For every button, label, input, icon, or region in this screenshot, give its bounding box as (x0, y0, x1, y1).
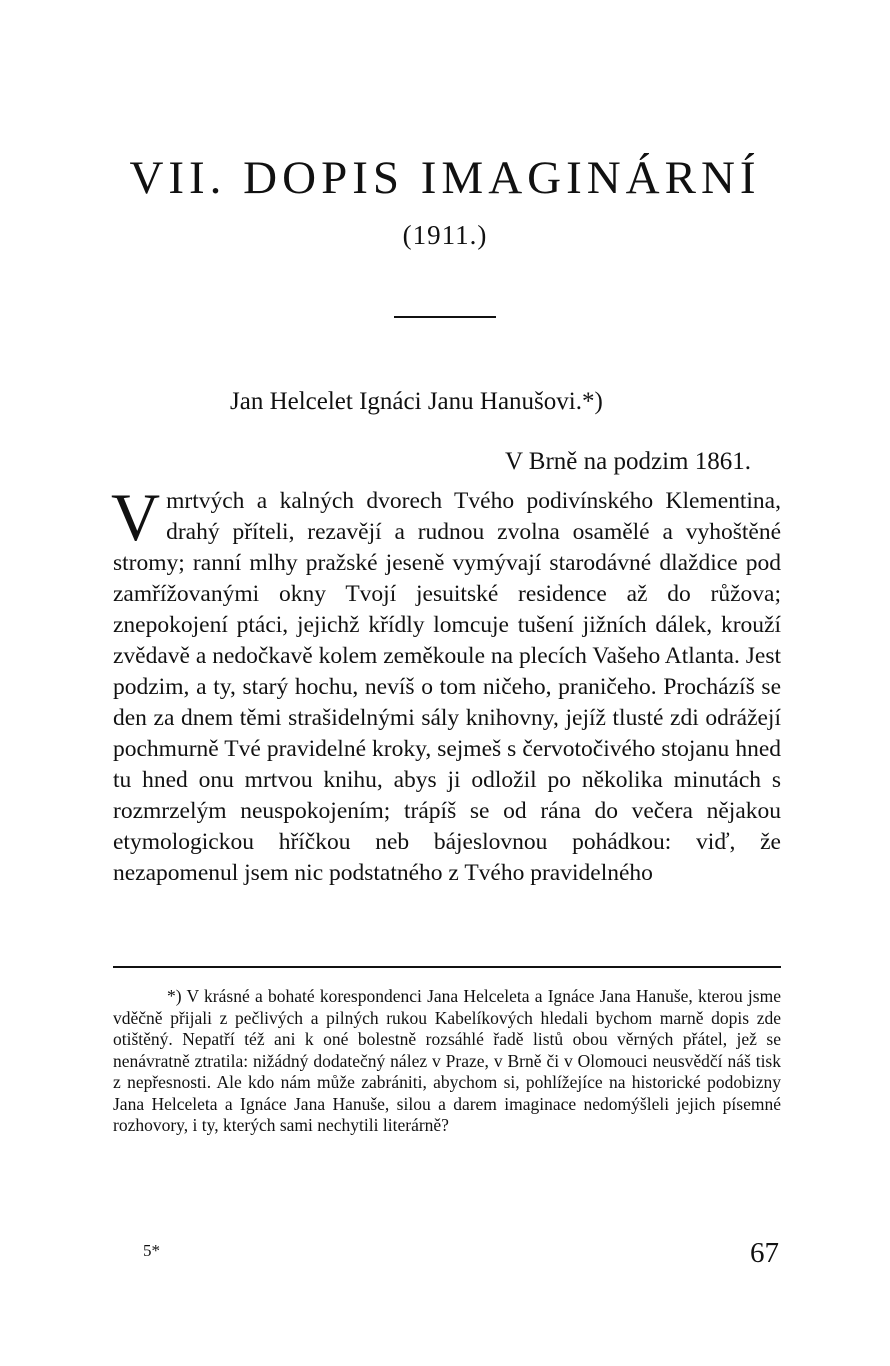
printer-signature-mark: 5* (143, 1241, 160, 1260)
drop-cap: V (111, 479, 161, 555)
title-divider (394, 316, 496, 318)
letter-place-date: V Brně na podzim 1861. (504, 448, 751, 475)
footnote: *) V krásné a bohaté korespondenci Jana Helceleta a Ignáce Jana Hanuše, kterou jsme vděčně přijali z pečlivých a pilných rukou Kabelíkových hledali bychom marně dopis zde otištěný. Nepatří též ani k oné bolestně rozsáhlé řadě listů obou věrných přátel, jež se nenávratně ztratila: nižádný dodatečný nález v Praze, v Brně či v Olomouci neusvědčí náš tisk z nepřesnosti. Ale kdo nám může zabrániti, abychom si, pohlížejíce na historické podobizny Jana Helceleta a Ignáce Jana Hanuše, silou a darem imaginace nedomýšleli jejich písemné rozhovory, i ty, kterých sami nechytili literárně? (113, 986, 781, 1135)
chapter-year: (1911.) (402, 220, 488, 250)
footnote-divider (113, 966, 781, 968)
page-number: 67 (750, 1237, 779, 1269)
letter-body-text: mrtvých a kalných dvorech Tvého podivínského Klementina, drahý příteli, rezavějí a rudnou zvolna osamělé a vyhoštěné stromy; ranní mlhy pražské jeseně vymývají starodávné dlaždice pod zamřížovanými okny Tvojí jesuitské residence až do růžova; znepokojení ptáci, jejichž křídly lomcuje tušení jižních dálek, krouží zvědavě a nedočkavě kolem zeměkoule na plecích Vašeho Atlanta. Jest podzim, a ty, starý hochu, nevíš o tom ničeho, praničeho. Procházíš se den za dnem těmi strašidelnými sály knihovny, jejíž tlusté zdi odrážejí pochmurně Tvé pravidelné kroky, sejmeš s červotočivého stojanu hned tu hned onu mrtvou knihu, abys ji odložil po několika minutách s rozmrzelým neuspokojením; trápíš se od rána do večera nějakou etymologickou hříčkou neb bájeslovnou pohádkou: viď, že nezapomenul jsem nic podstatného z Tvého pravidelného (113, 488, 781, 886)
chapter-title: VII. DOPIS IMAGINÁRNÍ (129, 152, 761, 204)
letter-body (111, 479, 781, 889)
letter-salutation: Jan Helcelet Ignáci Janu Hanušovi.*) (230, 388, 603, 415)
letter-paragraph (111, 479, 781, 889)
